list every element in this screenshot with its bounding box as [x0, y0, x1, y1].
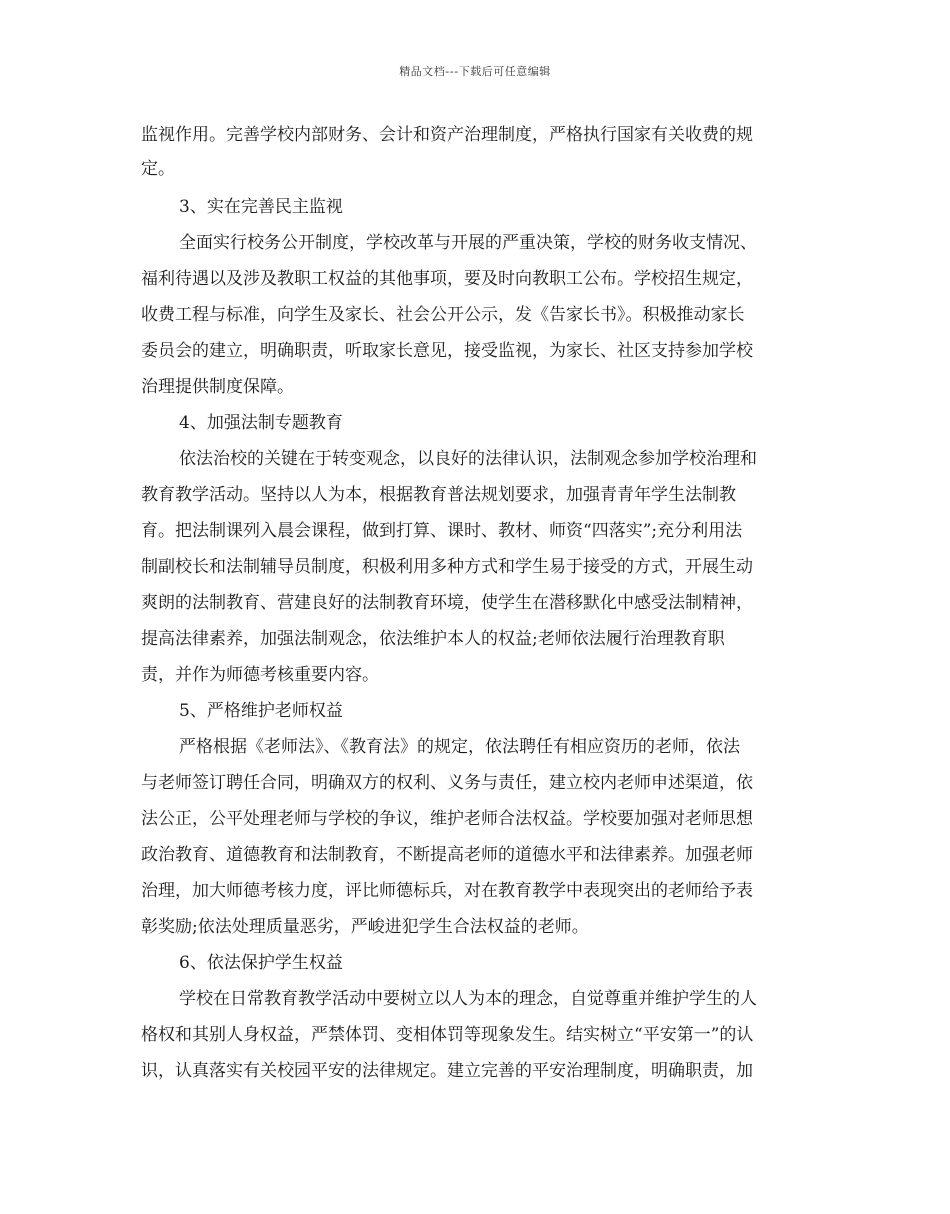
body-text-line: 与老师签订聘任合同，明确双方的权利、义务与责任，建立校内老师申述渠道，依 — [141, 773, 753, 793]
body-text-line: 彰奖励;依法处理质量恶劣，严峻进犯学生合法权益的老师。 — [141, 917, 589, 937]
body-text-line: 格权和其别人身权益，严禁体罚、变相体罚等现象发生。结实树立“平安第一”的认 — [141, 1025, 754, 1045]
body-text-line: 法公正，公平处理老师与学校的争议，维护老师合法权益。学校要加强对老师思想 — [141, 809, 753, 829]
body-text-line: 严格根据《老师法》、《教育法》的规定，依法聘任有相应资历的老师，依法 — [179, 737, 740, 757]
body-text-line: 委员会的建立，明确职责，听取家长意见，接受监视，为家长、社区支持参加学校 — [141, 341, 753, 361]
body-text-line: 爽朗的法制教育、营建良好的法制教育环境，使学生在潜移默化中感受法制精神， — [141, 593, 753, 613]
body-text-line: 责，并作为师德考核重要内容。 — [141, 665, 379, 685]
section-heading-4: 4、加强法制专题教育 — [179, 413, 343, 433]
body-text-line: 识，认真落实有关校园平安的法律规定。建立完善的平安治理制度，明确职责，加 — [141, 1061, 753, 1081]
body-text-line: 教育教学活动。坚持以人为本，根据教育普法规划要求，加强青青年学生法制教 — [141, 485, 736, 505]
page-header: 精品文档---下载后可任意编辑 — [399, 65, 551, 78]
body-text-line: 福利待遇以及涉及教职工权益的其他事项，要及时向教职工公布。学校招生规定， — [141, 269, 753, 289]
body-text-line: 治理提供制度保障。 — [141, 377, 294, 397]
body-text-line: 定。 — [141, 159, 175, 179]
body-text-line: 收费工程与标准，向学生及家长、社会公开公示，发《告家长书》。积极推动家长 — [141, 305, 745, 325]
section-heading-6: 6、依法保护学生权益 — [179, 953, 343, 973]
body-text-line: 全面实行校务公开制度，学校改革与开展的严重决策，学校的财务收支情况、 — [179, 233, 757, 253]
body-text-line: 治理，加大师德考核力度，评比师德标兵，对在教育教学中表现突出的老师给予表 — [141, 881, 753, 901]
body-text-line: 提高法律素养，加强法制观念，依法维护本人的权益;老师依法履行治理教育职 — [141, 629, 725, 649]
body-text-line: 政治教育、道德教育和法制教育，不断提高老师的道德水平和法律素养。加强老师 — [141, 845, 753, 865]
body-text-line: 监视作用。完善学校内部财务、会计和资产治理制度，严格执行国家有关收费的规 — [141, 125, 753, 145]
body-text-line: 学校在日常教育教学活动中要树立以人为本的理念，自觉尊重并维护学生的人 — [179, 989, 757, 1009]
section-heading-3: 3、实在完善民主监视 — [179, 197, 343, 217]
body-text-line: 制副校长和法制辅导员制度，积极利用多种方式和学生易于接受的方式，开展生动 — [141, 557, 753, 577]
section-heading-5: 5、严格维护老师权益 — [179, 701, 343, 721]
body-text-line: 育。把法制课列入晨会课程，做到打算、课时、教材、师资“四落实”;充分利用法 — [141, 521, 743, 541]
body-text-line: 依法治校的关键在于转变观念，以良好的法律认识，法制观念参加学校治理和 — [179, 449, 757, 469]
